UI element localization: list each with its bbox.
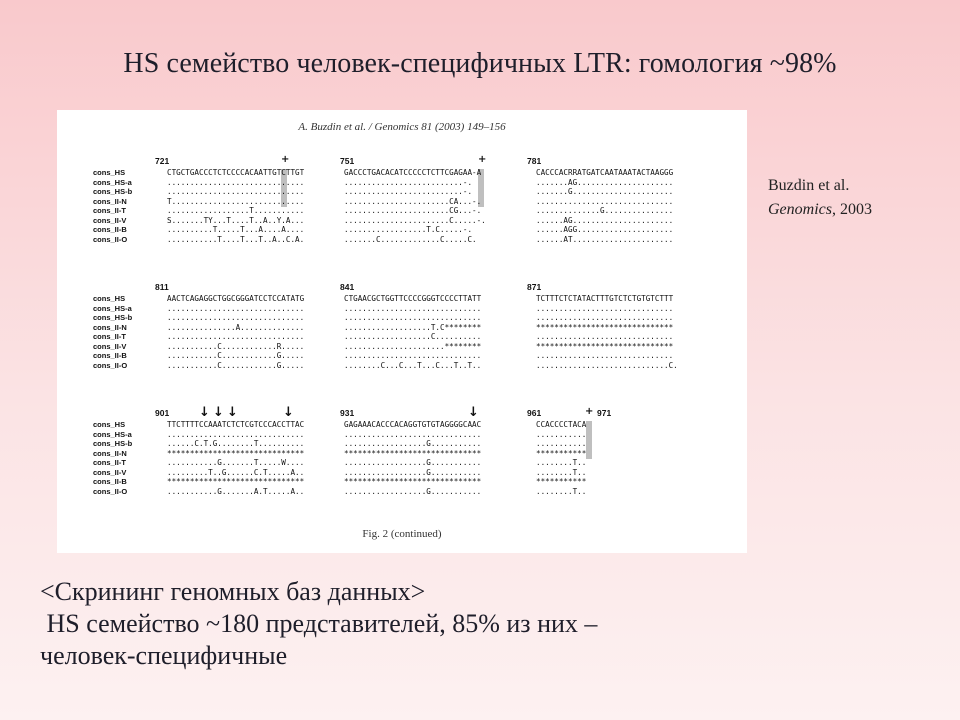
alignment-row: cons_II-V ...........C............R..... ......................******** ******************************: [93, 341, 674, 351]
alignment-row: cons_II-V .........T..G......C.T.....A.. ..................G........... ........T..: [93, 467, 587, 477]
arrow-marker: ↓: [283, 405, 294, 420]
figure-caption: Fig. 2 (continued): [362, 528, 442, 540]
alignment-row: cons_II-N T............................. .......................CA...-. ..............................: [93, 196, 674, 206]
alignment-row: cons_HS-a .............................. .............................. ..............................: [93, 303, 674, 313]
position-label: 811: [155, 282, 169, 292]
alignment-row: cons_II-T .............................. ...................C.......... ..............................: [93, 332, 674, 341]
alignment-row: cons_II-B ****************************** ****************************** ***********: [93, 477, 587, 486]
position-label: 971: [597, 408, 612, 418]
plus-marker: +: [585, 406, 594, 417]
alignment-row: cons_HS-b ......C.T.G........T.......... ..................G........... ...........: [93, 439, 587, 448]
bottom-line-1: <Скрининг геномных баз данных>: [40, 577, 426, 606]
alignment-row: cons_II-O ...........T....T...T..A..C.A. .......C.............C.....C. ......AT......................: [93, 234, 674, 244]
bottom-line-3: человек-специфичные: [40, 641, 288, 670]
arrow-marker: ↓: [213, 405, 224, 420]
arrow-marker: ↓: [468, 405, 479, 420]
position-label: 781: [527, 156, 542, 166]
alignment-row: cons_HS-a .............................. ..........................-. .......AG.....................: [93, 177, 674, 187]
position-label: 751: [340, 156, 355, 166]
citation-year: , 2003: [831, 201, 872, 218]
alignment-row: cons_HS AACTCAGAGGCTGGCGGGATCCTCCATATG CTGAACGCTGGTTCCCCGGGTCCCCTTATT TCTTTCTCTATACTTTGTCTCTGTGTCTTT: [93, 294, 674, 303]
alignment-figure: [57, 110, 747, 553]
position-label: 841: [340, 282, 355, 292]
bottom-line-2: HS семейство ~180 представителей, 85% из них –: [40, 609, 598, 638]
alignment-row: cons_II-N ****************************** ****************************** ***********: [93, 448, 587, 458]
alignment-row: cons_HS TTCTTTTCCAAATCTCTCGTCCCACCTTAC GAGAAACACCCACAGGTGTGTAGGGGCAAC CCACCCCTACA: [93, 420, 587, 429]
alignment-row: cons_II-T ...........G.......T.....W.... ..................G........... ........T..: [93, 458, 587, 467]
alignment-row: cons_HS-b .............................. .............................. ..............................: [93, 313, 674, 322]
position-label: 871: [527, 282, 542, 292]
citation-journal: Genomics: [768, 201, 832, 218]
alignment-row: cons_HS-b .............................. ..........................-. .......G......................: [93, 187, 674, 196]
position-label: 721: [155, 156, 170, 166]
arrow-marker: ↓: [199, 405, 210, 420]
citation-authors: Buzdin et al.: [768, 177, 850, 194]
position-label: 961: [527, 408, 542, 418]
figure-header: A. Buzdin et al. / Genomics 81 (2003) 149–156: [298, 121, 506, 133]
alignment-row: cons_II-O ...........G.......A.T.....A.. ..................G........... ........T..: [93, 486, 587, 496]
citation: [768, 174, 872, 222]
alignment-row: cons_HS-a .............................. .............................. ...........: [93, 429, 587, 439]
alignment-row: cons_II-N ...............A.............. ...................T.C******** ******************************: [93, 322, 674, 332]
plus-marker: +: [281, 154, 290, 165]
position-label: 901: [155, 408, 170, 418]
alignment-row: cons_II-O ...........C............G..... ........C...C...T...C...T..T.. .............................C.: [93, 360, 678, 370]
alignment-row: cons_II-T ..................T........... .......................CG...-. ..............G...............: [93, 206, 674, 215]
bottom-text: [40, 576, 597, 672]
arrow-marker: ↓: [227, 405, 238, 420]
plus-marker: +: [478, 154, 487, 165]
alignment-row: cons_II-V S.......TY...T....T..A..Y.A... .......................C.....-. ......AG......................: [93, 215, 674, 225]
alignment-row: cons_II-B ..........T.....T...A....A.... ..................T.C.....-. ......AGG.....................: [93, 225, 674, 234]
slide-title: HS семейство человек-специфичных LTR: гомология ~98%: [123, 48, 837, 79]
citation-journal-line: [768, 198, 872, 222]
alignment-row: cons_II-B ...........C............G..... .............................. ..............................: [93, 351, 674, 360]
position-label: 931: [340, 408, 355, 418]
alignment-row: cons_HS CTGCTGACCCTCTCCCCACAATTGTCTTGT GACCCTGACACATCCCCCTCTTCGAGAA-A CACCCACRRATGATCAATAAATACTAAGGG: [93, 168, 674, 177]
